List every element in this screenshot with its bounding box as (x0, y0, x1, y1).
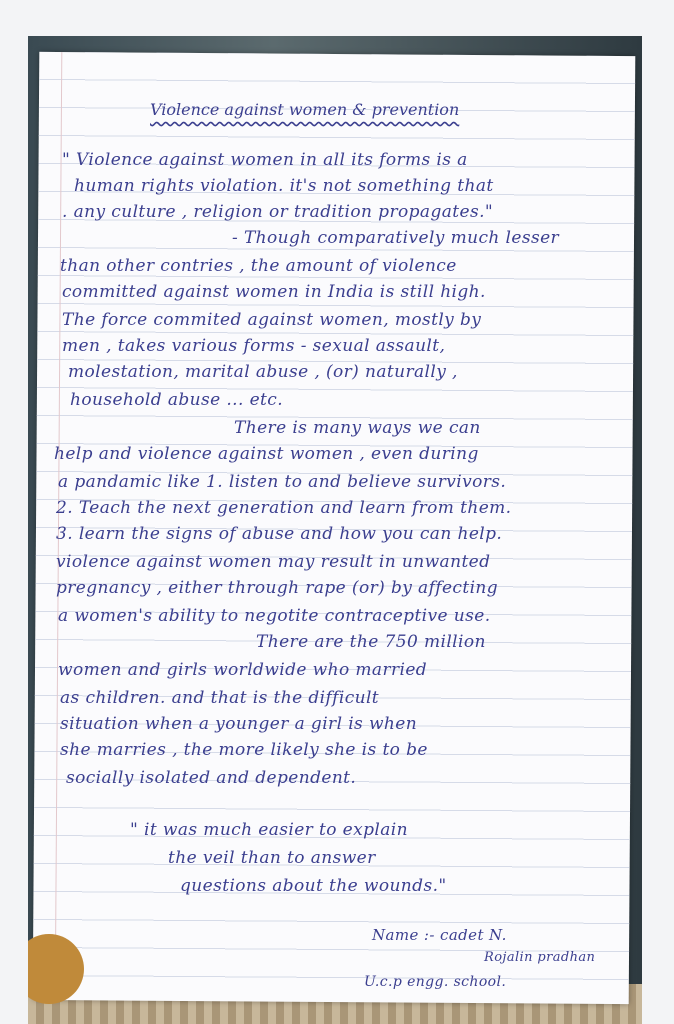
essay-line: There is many ways we can (234, 418, 481, 438)
essay-line: - Though comparatively much lesser (232, 228, 560, 248)
essay-line: situation when a younger a girl is when (60, 714, 418, 734)
signature-school: U.c.p engg. school. (364, 974, 507, 990)
signature-name: Name :- cadet N. (372, 926, 507, 944)
essay-line: pregnancy , either through rape (or) by affecting (56, 578, 499, 598)
essay-line: violence against women may result in unwanted (56, 552, 491, 572)
essay-line: a pandamic like 1. listen to and believe survivors. (58, 472, 507, 492)
essay-line: The force commited against women, mostly by (62, 310, 482, 330)
quote-line: the veil than to answer (168, 848, 376, 868)
quote-line: " it was much easier to explain (130, 820, 408, 840)
essay-line: There are the 750 million (256, 632, 486, 652)
essay-line: a women's ability to negotite contraceptive use. (58, 606, 491, 626)
essay-title: Violence against women & prevention (150, 100, 460, 119)
essay-line: molestation, marital abuse , (or) naturally , (68, 362, 458, 382)
essay-line: 2. Teach the next generation and learn from them. (56, 498, 512, 518)
essay-line: human rights violation. it's not something that (74, 176, 494, 196)
essay-line: household abuse ... etc. (70, 390, 284, 410)
essay-line: socially isolated and dependent. (66, 768, 357, 788)
signature-fullname: Rojalin pradhan (484, 950, 596, 965)
essay-line: help and violence against women , even during (54, 444, 479, 464)
essay-line: 3. learn the signs of abuse and how you can help. (56, 524, 503, 544)
essay-line: as children. and that is the difficult (60, 688, 380, 708)
quote-line: questions about the wounds." (180, 876, 447, 896)
essay-line: than other contries , the amount of violence (60, 256, 457, 276)
essay-line: men , takes various forms - sexual assault, (62, 336, 446, 356)
essay-line: she marries , the more likely she is to be (60, 740, 428, 760)
essay-line: committed against women in India is still high. (62, 282, 486, 302)
essay-line: . any culture , religion or tradition propagates." (62, 202, 494, 222)
essay-line: women and girls worldwide who married (58, 660, 428, 680)
essay-line: " Violence against women in all its forms is a (62, 150, 468, 170)
